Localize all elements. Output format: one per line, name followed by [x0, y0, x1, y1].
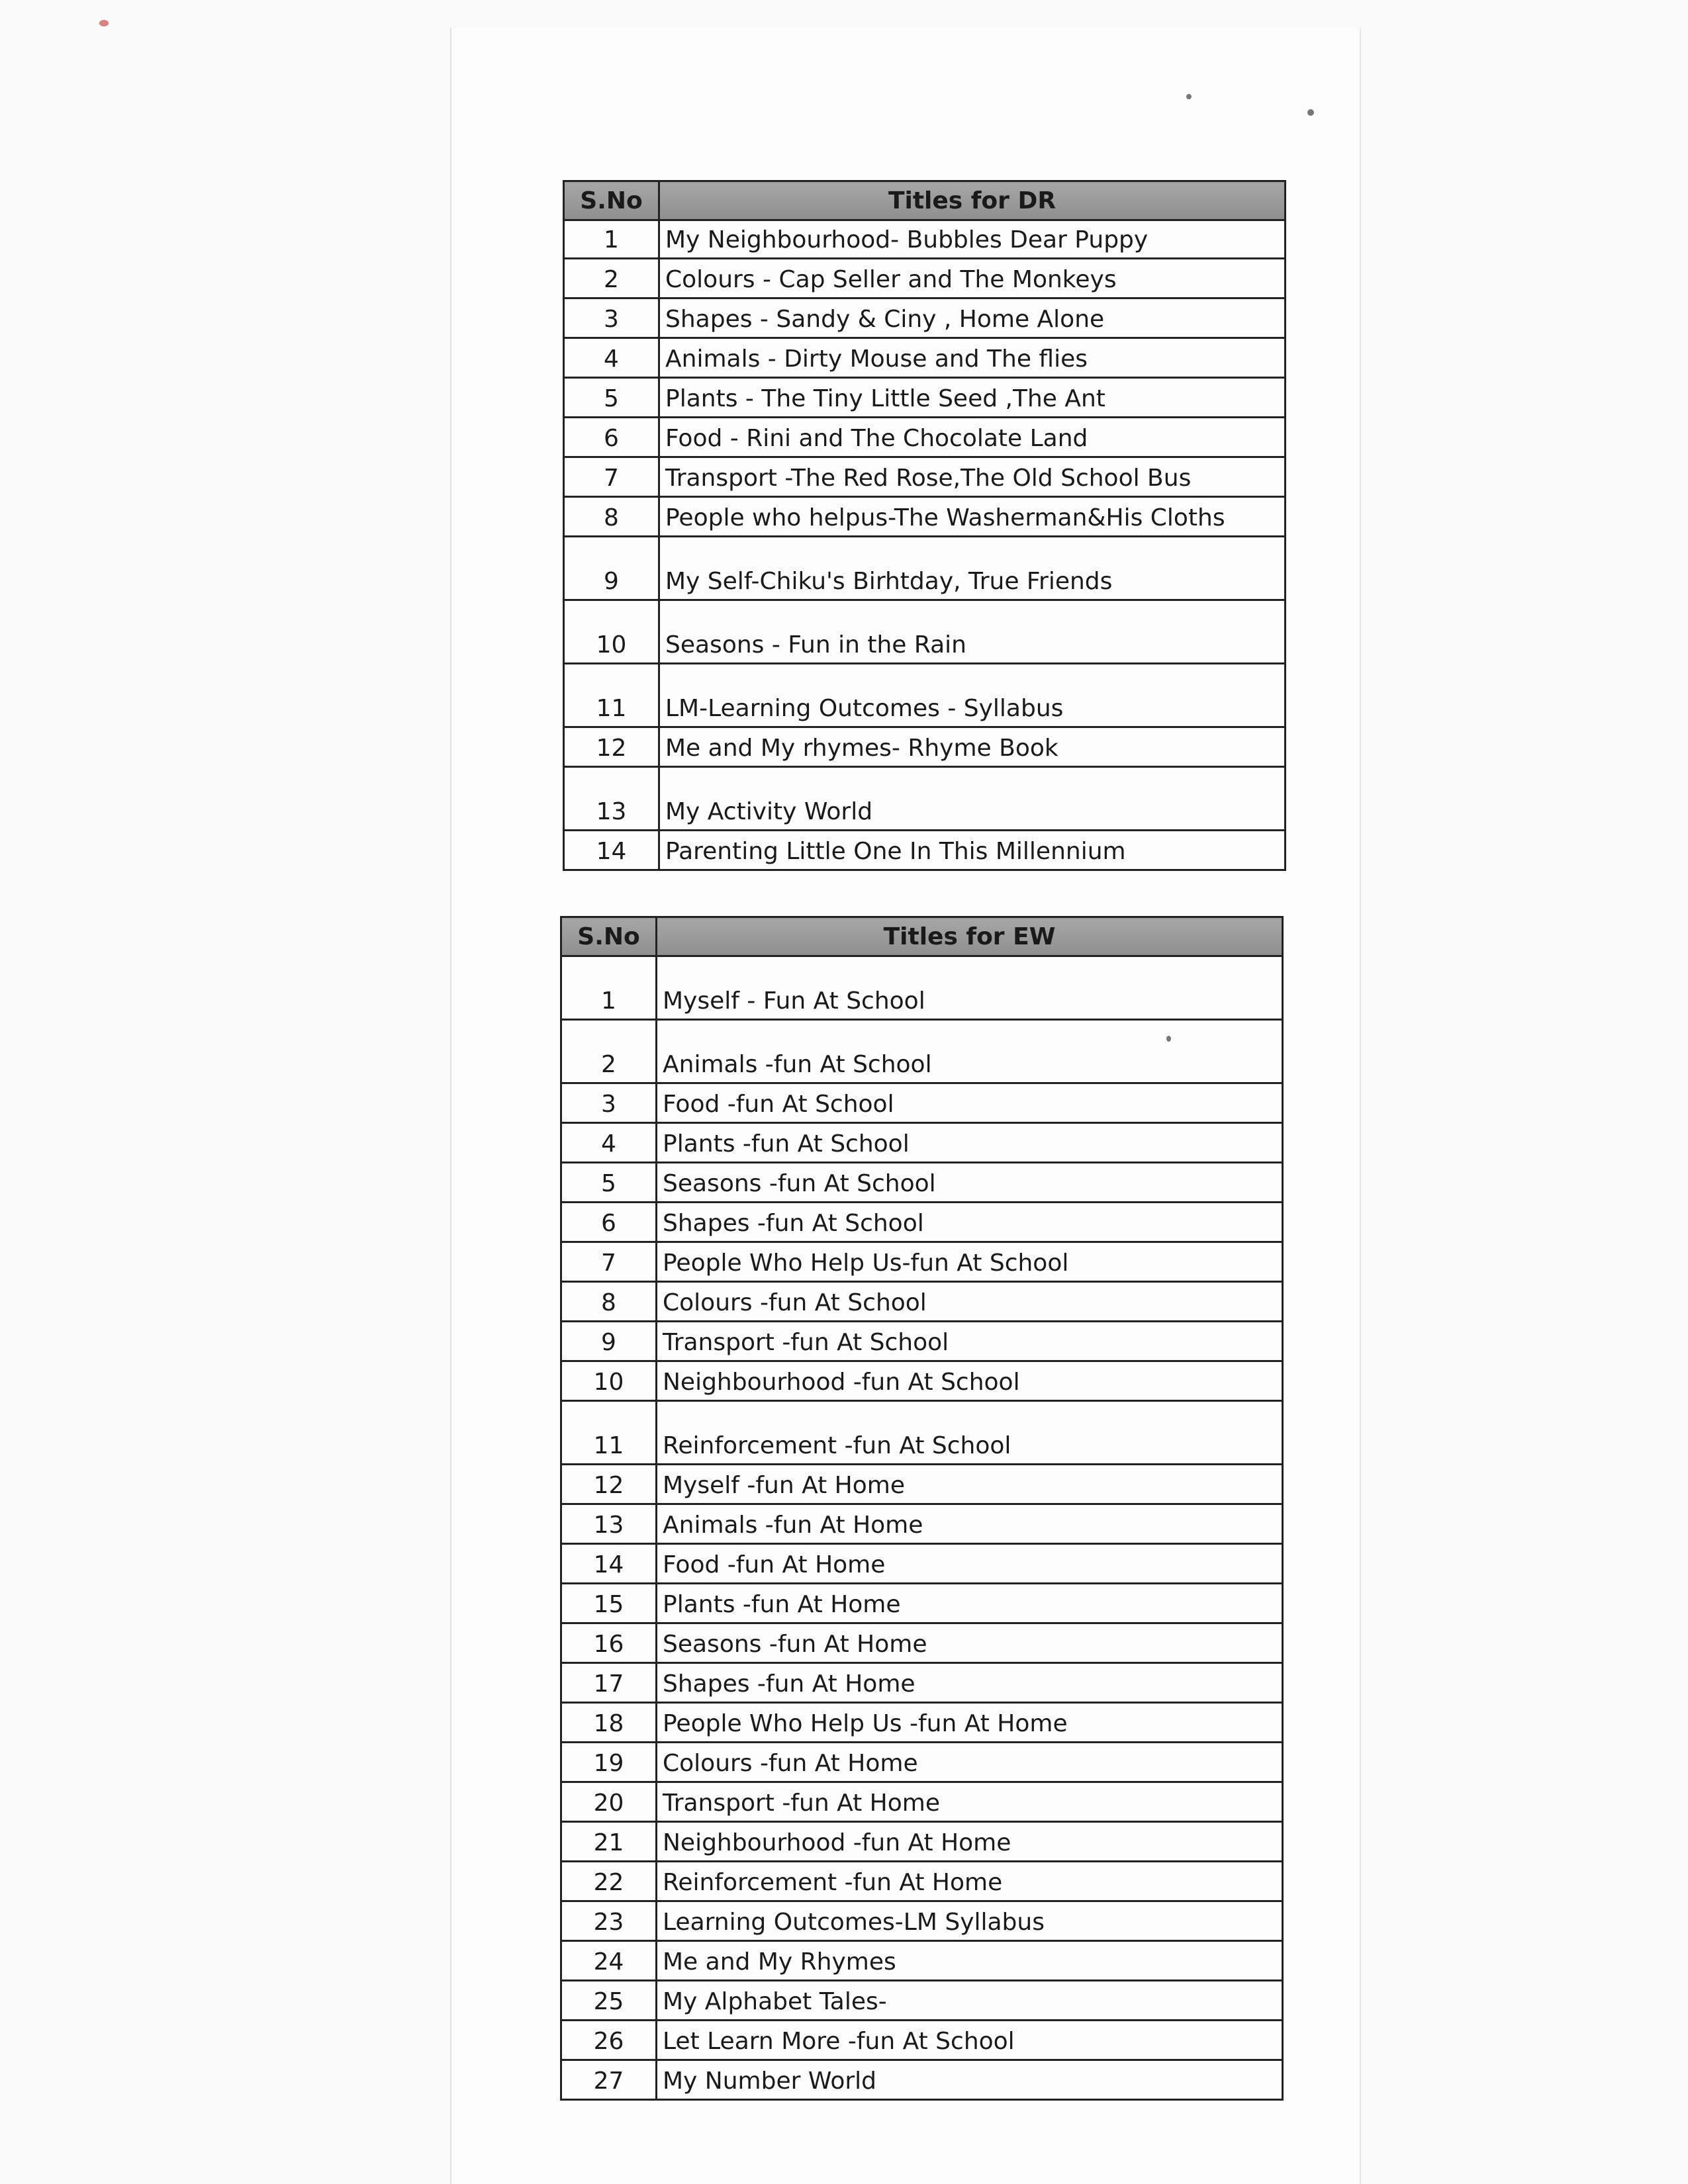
table-row — [564, 457, 1286, 497]
row-number: 9 — [564, 537, 659, 600]
titles-header: Titles for DR — [659, 181, 1286, 220]
row-number: 12 — [564, 727, 659, 767]
row-title: Me and My rhymes- Rhyme Book — [659, 727, 1286, 767]
row-number: 16 — [561, 1623, 657, 1663]
row-title: My Alphabet Tales- — [657, 1981, 1283, 2021]
row-title: My Number World — [657, 2060, 1283, 2100]
row-title: My Neighbourhood- Bubbles Dear Puppy — [659, 220, 1286, 259]
table-row — [564, 727, 1286, 767]
table-row — [561, 1203, 1283, 1242]
table-row — [561, 1504, 1283, 1544]
row-title: Colours - Cap Seller and The Monkeys — [659, 259, 1286, 298]
row-number: 2 — [564, 259, 659, 298]
row-number: 13 — [564, 767, 659, 831]
table-row — [561, 1322, 1283, 1361]
row-title: Seasons -fun At Home — [657, 1623, 1283, 1663]
row-title: People Who Help Us-fun At School — [657, 1242, 1283, 1282]
row-number: 1 — [564, 220, 659, 259]
table-row — [561, 1163, 1283, 1203]
table-row — [564, 338, 1286, 378]
row-title: Food - Rini and The Chocolate Land — [659, 418, 1286, 457]
row-title: LM-Learning Outcomes - Syllabus — [659, 664, 1286, 727]
row-title: Plants -fun At School — [657, 1123, 1283, 1163]
row-number: 10 — [561, 1361, 657, 1401]
scan-speck — [1186, 94, 1192, 99]
row-title: Shapes -fun At Home — [657, 1663, 1283, 1703]
table-row — [564, 259, 1286, 298]
row-number: 7 — [564, 457, 659, 497]
row-number: 8 — [561, 1282, 657, 1322]
row-title: People Who Help Us -fun At Home — [657, 1703, 1283, 1743]
row-title: Let Learn More -fun At School — [657, 2021, 1283, 2060]
row-number: 14 — [564, 831, 659, 870]
row-number: 8 — [564, 497, 659, 537]
row-number: 26 — [561, 2021, 657, 2060]
row-number: 22 — [561, 1862, 657, 1901]
row-number: 11 — [564, 664, 659, 727]
row-title: My Activity World — [659, 767, 1286, 831]
row-title: Neighbourhood -fun At School — [657, 1361, 1283, 1401]
row-number: 25 — [561, 1981, 657, 2021]
row-number: 15 — [561, 1584, 657, 1623]
row-number: 6 — [561, 1203, 657, 1242]
row-title: Shapes -fun At School — [657, 1203, 1283, 1242]
row-title: Myself -fun At Home — [657, 1465, 1283, 1504]
row-title: Plants -fun At Home — [657, 1584, 1283, 1623]
row-title: Plants - The Tiny Little Seed ,The Ant — [659, 378, 1286, 418]
row-number: 18 — [561, 1703, 657, 1743]
table-row — [561, 1901, 1283, 1941]
table-row — [564, 664, 1286, 727]
row-title: Seasons - Fun in the Rain — [659, 600, 1286, 664]
row-number: 27 — [561, 2060, 657, 2100]
table-row — [564, 298, 1286, 338]
table-row — [561, 1663, 1283, 1703]
row-title: My Self-Chiku's Birhtday, True Friends — [659, 537, 1286, 600]
row-number: 5 — [561, 1163, 657, 1203]
row-title: Myself - Fun At School — [657, 956, 1283, 1020]
table-row — [561, 1862, 1283, 1901]
table-row — [561, 1401, 1283, 1465]
table-row — [564, 767, 1286, 831]
row-number: 13 — [561, 1504, 657, 1544]
table-row — [561, 1282, 1283, 1322]
table-row — [564, 220, 1286, 259]
row-number: 4 — [564, 338, 659, 378]
row-number: 12 — [561, 1465, 657, 1504]
scan-speck — [99, 20, 109, 26]
row-number: 4 — [561, 1123, 657, 1163]
row-number: 10 — [564, 600, 659, 664]
table-row — [561, 1020, 1283, 1083]
row-number: 11 — [561, 1401, 657, 1465]
row-title: Transport -fun At School — [657, 1322, 1283, 1361]
table-row — [561, 1465, 1283, 1504]
row-title: Reinforcement -fun At Home — [657, 1862, 1283, 1901]
table-row — [564, 497, 1286, 537]
row-title: Parenting Little One In This Millennium — [659, 831, 1286, 870]
row-title: Animals -fun At Home — [657, 1504, 1283, 1544]
table-row — [561, 1941, 1283, 1981]
table-row — [561, 1544, 1283, 1584]
row-number: 1 — [561, 956, 657, 1020]
row-number: 14 — [561, 1544, 657, 1584]
table-row — [561, 2060, 1283, 2100]
row-title: Colours -fun At Home — [657, 1743, 1283, 1782]
row-number: 5 — [564, 378, 659, 418]
table-row — [564, 418, 1286, 457]
row-title: Transport -The Red Rose,The Old School Bus — [659, 457, 1286, 497]
row-title: Neighbourhood -fun At Home — [657, 1822, 1283, 1862]
row-title: Seasons -fun At School — [657, 1163, 1283, 1203]
scan-speck — [1307, 109, 1314, 116]
table-row — [561, 1361, 1283, 1401]
row-number: 19 — [561, 1743, 657, 1782]
ew-titles-table — [560, 916, 1284, 2101]
table-row — [561, 956, 1283, 1020]
titles-header: Titles for EW — [657, 917, 1283, 956]
table-row — [561, 1981, 1283, 2021]
row-title: Learning Outcomes-LM Syllabus — [657, 1901, 1283, 1941]
row-title: Colours -fun At School — [657, 1282, 1283, 1322]
table-row — [564, 831, 1286, 870]
table-header-row — [564, 181, 1286, 220]
table-row — [561, 1584, 1283, 1623]
table-row — [561, 1703, 1283, 1743]
row-number: 7 — [561, 1242, 657, 1282]
row-number: 23 — [561, 1901, 657, 1941]
table-row — [564, 537, 1286, 600]
table-row — [561, 1822, 1283, 1862]
row-number: 3 — [564, 298, 659, 338]
row-number: 21 — [561, 1822, 657, 1862]
row-title: Animals -fun At School — [657, 1020, 1283, 1083]
row-number: 20 — [561, 1782, 657, 1822]
row-title: Food -fun At Home — [657, 1544, 1283, 1584]
table-row — [561, 1623, 1283, 1663]
sno-header: S.No — [564, 181, 659, 220]
table-row — [561, 2021, 1283, 2060]
row-title: Animals - Dirty Mouse and The flies — [659, 338, 1286, 378]
sno-header: S.No — [561, 917, 657, 956]
table-row — [561, 1083, 1283, 1123]
row-number: 3 — [561, 1083, 657, 1123]
row-number: 9 — [561, 1322, 657, 1361]
row-number: 24 — [561, 1941, 657, 1981]
dr-titles-table — [563, 180, 1286, 871]
row-title: People who helpus-The Washerman&His Cloths — [659, 497, 1286, 537]
row-number: 6 — [564, 418, 659, 457]
row-title: Shapes - Sandy & Ciny , Home Alone — [659, 298, 1286, 338]
row-title: Transport -fun At Home — [657, 1782, 1283, 1822]
table-row — [561, 1123, 1283, 1163]
table-row — [564, 378, 1286, 418]
row-number: 17 — [561, 1663, 657, 1703]
table-row — [561, 1743, 1283, 1782]
table-header-row — [561, 917, 1283, 956]
row-title: Food -fun At School — [657, 1083, 1283, 1123]
row-title: Me and My Rhymes — [657, 1941, 1283, 1981]
table-row — [561, 1242, 1283, 1282]
row-number: 2 — [561, 1020, 657, 1083]
table-row — [564, 600, 1286, 664]
table-row — [561, 1782, 1283, 1822]
row-title: Reinforcement -fun At School — [657, 1401, 1283, 1465]
